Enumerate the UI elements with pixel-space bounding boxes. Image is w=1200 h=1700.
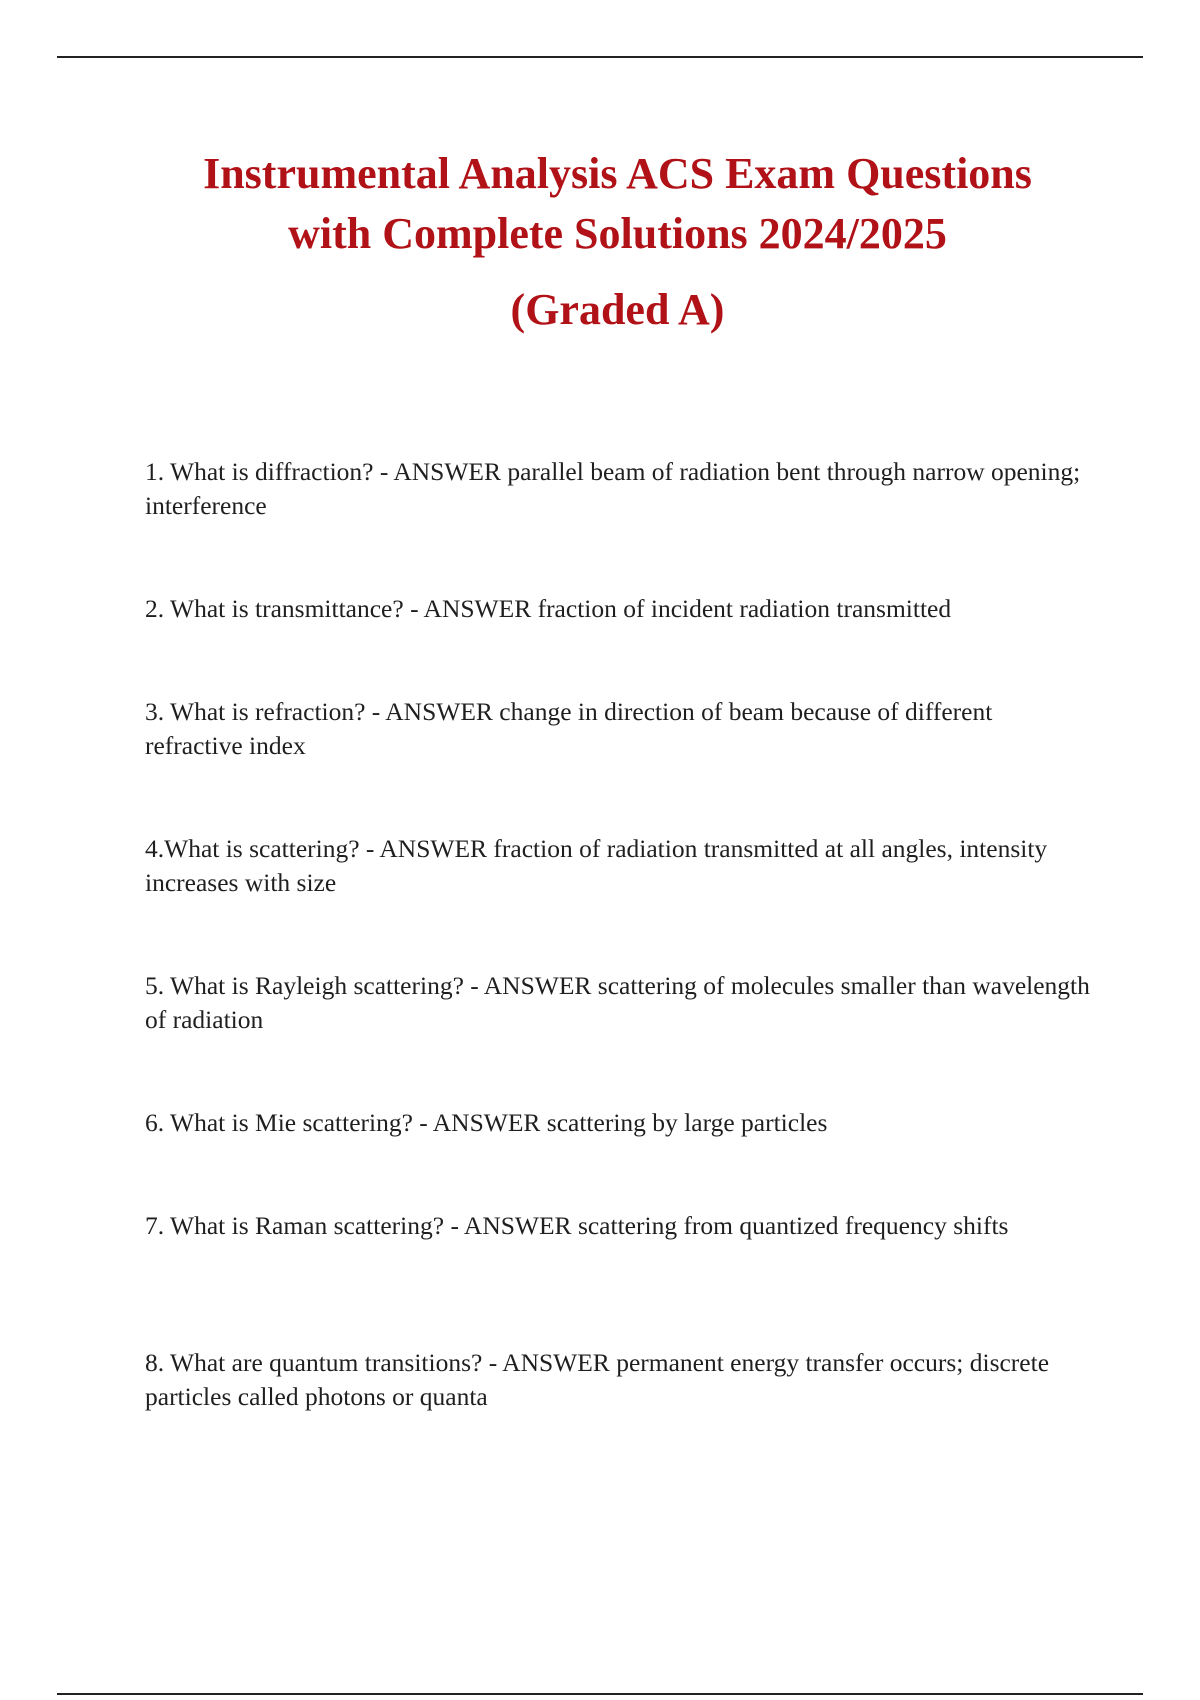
question-item-7: 7. What is Raman scattering? - ANSWER scattering from quantized frequency shifts xyxy=(145,1211,1009,1240)
question-item-5: 5. What is Rayleigh scattering? - ANSWER scattering of molecules smaller than wavelength of radiation xyxy=(145,971,1090,1034)
question-item-6: 6. What is Mie scattering? - ANSWER scattering by large particles xyxy=(145,1108,828,1137)
bottom-divider xyxy=(57,1693,1143,1695)
question-item-2: 2. What is transmittance? - ANSWER fraction of incident radiation transmitted xyxy=(145,594,952,623)
top-divider xyxy=(57,56,1143,58)
document-title xyxy=(100,144,1135,340)
title-grade: (Graded A) xyxy=(510,285,725,334)
title-line-1: Instrumental Analysis ACS Exam Questions xyxy=(203,149,1032,198)
question-item-1: 1. What is diffraction? - ANSWER parallel beam of radiation bent through narrow opening; interference xyxy=(145,457,1081,520)
question-item-8: 8. What are quantum transitions? - ANSWER permanent energy transfer occurs; discrete particles called photons or quanta xyxy=(145,1348,1050,1411)
title-line-2: with Complete Solutions 2024/2025 xyxy=(288,209,947,258)
question-item-3: 3. What is refraction? - ANSWER change in direction of beam because of different refractive index xyxy=(145,697,993,760)
question-item-4: 4.What is scattering? - ANSWER fraction of radiation transmitted at all angles, intensity increases with size xyxy=(145,834,1048,897)
